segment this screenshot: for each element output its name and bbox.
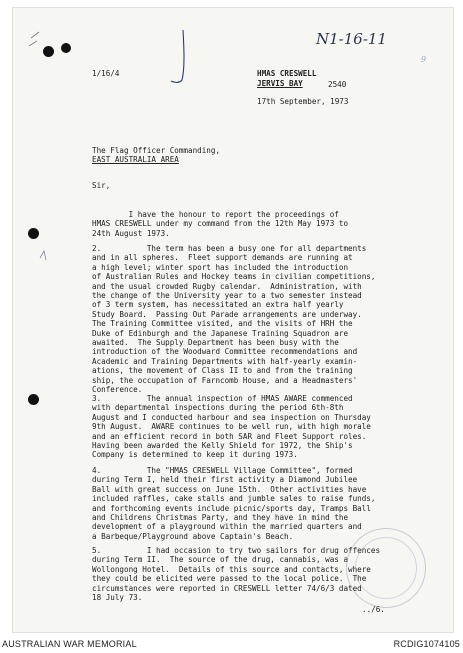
handwritten-page-mark: 9	[421, 55, 427, 64]
paragraph-3: 3. The annual inspection of HMAS AWARE commenced with departmental inspections during the period 6th-8th August and I conducted harbour and sea inspection on Thursday 9th August. AWARE continues to be well run, with high morale and an efficient record in both SAR and Fleet Support roles. Having been awarded the Kelly Shield for 1972, the Ship's Company is determined to keep it during 1973.	[92, 394, 371, 460]
file-reference: 1/16/4	[92, 69, 120, 78]
document-page	[13, 8, 453, 632]
salutation: Sir,	[92, 181, 111, 190]
received-stamp-inner	[355, 537, 417, 599]
archive-identifier: RCDIG1074105	[393, 639, 460, 649]
letter-date: 17th September, 1973	[257, 97, 349, 106]
paragraph-5: 5. I had occasion to try two sailors for drug offences during Term II. The source of the drug, cannabis, was a Wollongong Hotel. Details of this source and contacts, where they could be elicited were passed to the local police. The circumstances were reported in CRESWELL letter 74/6/3 dated 18 July 73.	[92, 546, 381, 603]
addressee-line-1: The Flag Officer Commanding,	[92, 146, 221, 155]
postcode: 2540	[328, 80, 347, 89]
archive-footer	[0, 634, 463, 653]
place-name: JERVIS BAY	[257, 79, 303, 88]
addressee-line-2: EAST AUSTRALIA AREA	[92, 155, 179, 164]
paragraph-2: 2. The term has been a busy one for all departments and in all spheres. Fleet support demands are running at a high level; winter sport has included the introduction of Australian Rules and Hockey teams in civilian competitions, and the usual crowded Rugby calendar. Administration, with the change of the University year to a two semester instead of 3 term system, has necessitated an extra half yearly Study Board. Passing Out Parade arrangements are underway. The Training Committee visited, and the visits of HRH the Duke of Edinburgh and the Japanese Training Squadron are awaited. The Supply Department has been busy with the introduction of the Woodward Committee recommendations and Academic and Training Departments with half-yearly examin- ations, the movement of Class II to and from the training ship, the occupation of Farncomb House, and a Headmasters' Conference.	[92, 244, 376, 395]
paragraph-1: I have the honour to report the proceedings of HMAS CRESWELL under my command from the 12th May 1973 to 24th August 1973.	[92, 210, 349, 238]
ship-name: HMAS CRESWELL	[257, 69, 317, 78]
continuation-mark: ../6.	[362, 605, 385, 614]
handwritten-reference: N1-16-11	[316, 30, 387, 48]
paragraph-4: 4. The "HMAS CRESWELL Village Committee", formed during Term I, held their first activity a Diamond Jubilee Ball with great success on June 15th. Other activities have included raffles, cake stalls and jumble sales to raise funds, and forthcoming events include picnic/sports day, Tramps Ball and Childrens Christmas Party, and they have in mind the development of a playground within the married quarters and a Barbeque/Playground above Captain's Beach.	[92, 466, 376, 541]
archive-name: AUSTRALIAN WAR MEMORIAL	[2, 639, 137, 649]
